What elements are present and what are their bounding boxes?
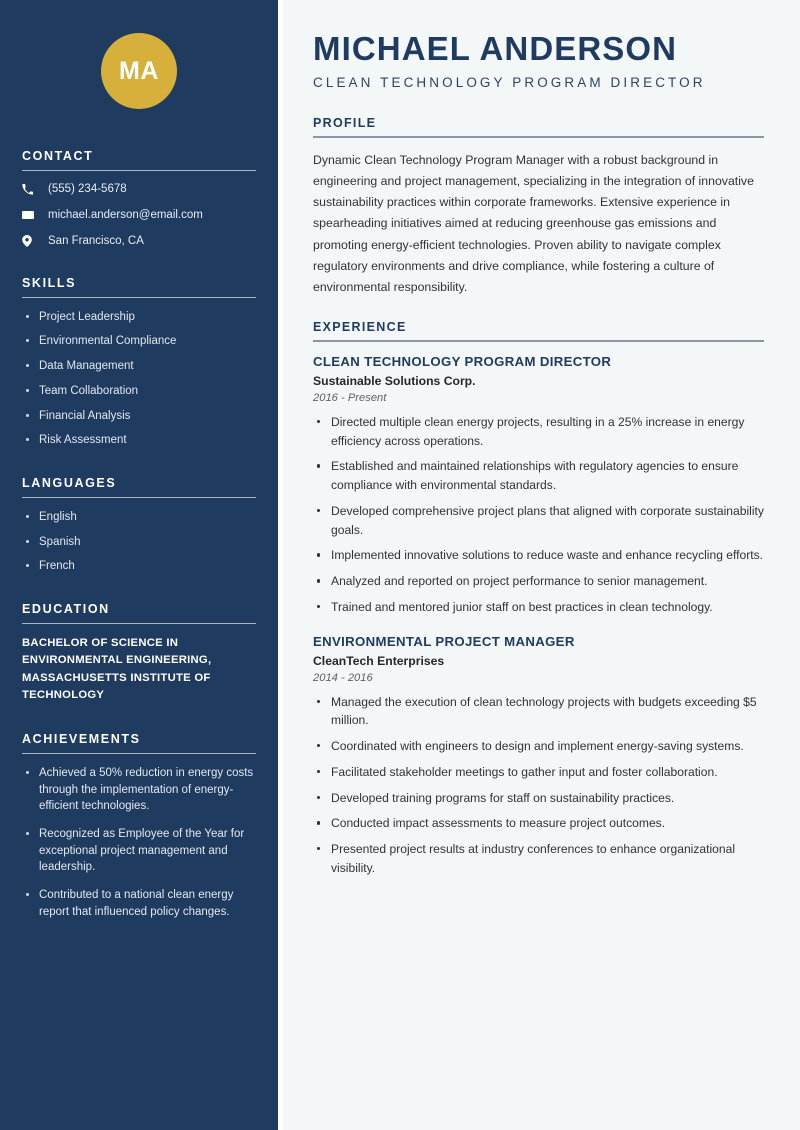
avatar-container — [22, 0, 256, 149]
list-item: English — [22, 509, 256, 526]
list-item: Recognized as Employee of the Year for exceptional project management and leadership. — [22, 826, 256, 876]
skills-list — [22, 309, 256, 449]
list-item: Achieved a 50% reduction in energy costs through the implementation of energy-efficient technologies. — [22, 765, 256, 815]
list-item: Analyzed and reported on project performance to senior management. — [313, 572, 764, 591]
list-item: Environmental Compliance — [22, 333, 256, 350]
list-item: Conducted impact assessments to measure project outcomes. — [313, 814, 764, 833]
list-item: Risk Assessment — [22, 432, 256, 449]
experience-dates: 2014 - 2016 — [313, 671, 373, 684]
experience-company: CleanTech Enterprises — [313, 653, 445, 668]
sidebar-section-skills — [22, 276, 256, 449]
contact-value-email: michael.anderson@email.com — [48, 208, 203, 221]
experience-bullet-list — [313, 413, 764, 617]
experience-dates: 2016 - Present — [313, 391, 387, 404]
education-entry: BACHELOR OF SCIENCE IN ENVIRONMENTAL ENGINEERING, MASSACHUSETTS INSTITUTE OF TECHNOLOGY — [22, 636, 212, 702]
education-heading-rule — [22, 623, 256, 624]
sidebar-section-contact — [22, 149, 256, 249]
list-item: Financial Analysis — [22, 408, 256, 425]
achievements-heading-rule — [22, 753, 256, 754]
list-item: Established and maintained relationships with regulatory agencies to ensure compliance with environmental standards. — [313, 457, 764, 494]
list-item: Data Management — [22, 358, 256, 375]
resume-header — [313, 30, 764, 90]
achievements-heading: ACHIEVEMENTS — [22, 731, 141, 746]
profile-heading: PROFILE — [313, 115, 377, 130]
profile-heading-rule — [313, 136, 764, 138]
list-item: Developed comprehensive project plans that aligned with corporate sustainability goals. — [313, 502, 764, 539]
avatar: MA — [101, 33, 177, 109]
sidebar — [0, 0, 278, 1130]
list-item: Implemented innovative solutions to reduce waste and enhance recycling efforts. — [313, 546, 764, 565]
education-heading: EDUCATION — [22, 601, 110, 616]
contact-heading-rule — [22, 170, 256, 171]
experience-bullet-list — [313, 693, 764, 878]
list-item: Spanish — [22, 534, 256, 551]
skills-heading-rule — [22, 297, 256, 298]
phone-icon — [22, 184, 39, 195]
skills-heading: SKILLS — [22, 275, 77, 290]
sidebar-section-languages — [22, 476, 256, 575]
list-item: Directed multiple clean energy projects, resulting in a 25% increase in energy efficiency across operations. — [313, 413, 764, 450]
list-item: Trained and mentored junior staff on best practices in clean technology. — [313, 598, 764, 617]
page-title: MICHAEL ANDERSON — [313, 30, 678, 67]
section-experience — [313, 320, 764, 877]
profile-text: Dynamic Clean Technology Program Manager with a robust background in engineering and project management, specializing in the integration of innovative sustainability practices within corporate frameworks. Extensive experience in spearheading initiatives aimed at reducing greenhouse gas emissions and promoting energy-efficient technologies. Proven ability to navigate complex regulatory environments and drive compliance, while fostering a culture of environmental responsibility. — [313, 152, 754, 295]
contact-value-phone: (555) 234-5678 — [48, 183, 127, 195]
list-item: Managed the execution of clean technology projects with budgets exceeding $5 million. — [313, 693, 764, 730]
envelope-icon — [22, 209, 39, 221]
languages-heading-rule — [22, 497, 256, 498]
achievements-list — [22, 765, 256, 920]
list-item: Facilitated stakeholder meetings to gather input and foster collaboration. — [313, 763, 764, 782]
list-item: Presented project results at industry conferences to enhance organizational visibility. — [313, 840, 764, 877]
experience-company: Sustainable Solutions Corp. — [313, 373, 476, 388]
contact-heading: CONTACT — [22, 149, 94, 163]
experience-entry — [313, 354, 764, 617]
experience-heading: EXPERIENCE — [313, 320, 407, 335]
experience-entry — [313, 634, 764, 878]
location-pin-icon — [22, 235, 39, 247]
professional-title: CLEAN TECHNOLOGY PROGRAM DIRECTOR — [313, 74, 706, 90]
contact-list — [22, 182, 256, 249]
contact-item-email[interactable] — [22, 208, 256, 223]
languages-list — [22, 509, 256, 575]
section-profile — [313, 116, 764, 298]
experience-job-title: CLEAN TECHNOLOGY PROGRAM DIRECTOR — [313, 353, 612, 369]
list-item: French — [22, 558, 256, 575]
experience-job-title: ENVIRONMENTAL PROJECT MANAGER — [313, 633, 575, 649]
sidebar-section-education — [22, 602, 256, 705]
contact-item-phone[interactable] — [22, 182, 256, 197]
list-item: Contributed to a national clean energy report that influenced policy changes. — [22, 887, 256, 920]
contact-value-location: San Francisco, CA — [48, 234, 144, 247]
list-item: Project Leadership — [22, 309, 256, 326]
languages-heading: LANGUAGES — [22, 475, 117, 490]
list-item: Developed training programs for staff on sustainability practices. — [313, 789, 764, 808]
main-content — [283, 0, 800, 1130]
experience-heading-rule — [313, 340, 764, 342]
list-item: Team Collaboration — [22, 383, 256, 400]
contact-item-location[interactable] — [22, 234, 256, 249]
list-item: Coordinated with engineers to design and implement energy-saving systems. — [313, 737, 764, 756]
sidebar-section-achievements — [22, 732, 256, 920]
